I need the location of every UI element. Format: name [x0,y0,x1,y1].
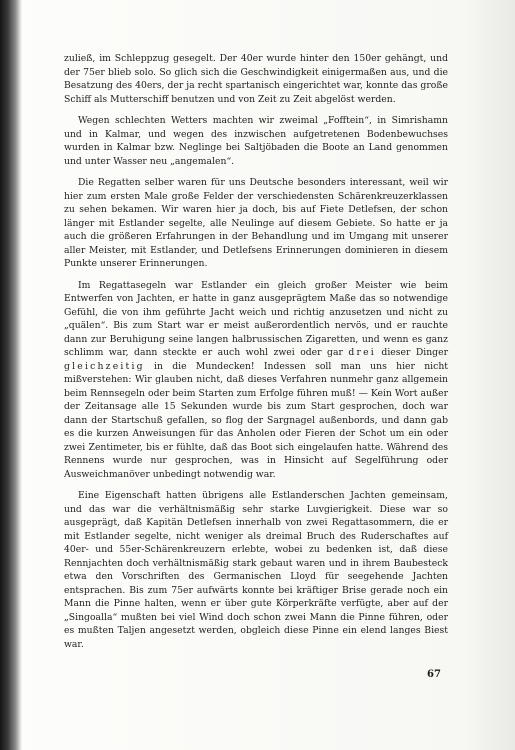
body-paragraph [64,489,448,651]
body-paragraph [64,114,448,168]
spaced-emphasis-text: gleichzeitig [64,360,145,372]
page-text-body [64,52,448,659]
paragraph-text: zuließ, im Schleppzug gesegelt. Der 40er wurde hinter den 150er gehängt, und der 75er blieb solo. So glich sich die Geschwindigkeit einigermaßen aus, und die Besatzung des 40ers, der ja recht spartanisch eingerichtet war, konnte das große Schiff als Mutterschiff benutzen und von Zeit zu Zeit abgelöst werden. [64,53,448,105]
paragraph-text: Eine Eigenschaft hatten übrigens alle Estlanderschen Jachten gemeinsam, und das war die verhältnismäßig sehr starke Luvgierigkeit. Diese war so ausgeprägt, daß Kapitän Detlefsen innerhalb von zwei Regattasommern, die er mit Estlander segelte, nicht weniger als dreimal Bruch des Ruderschaftes auf 40er- und 55er-Schärenkreuzern erlebte, wobei zu bedenken ist, daß diese Rennjachten doch verhältnismäßig stark gebaut waren und in ihrem Baubesteck etwa den Vorschriften des Germanischen Lloyd für seegehende Jachten entsprachen. Bis zum 75er aufwärts konnte bei kräftiger Brise gerade noch ein Mann die Pinne halten, wenn er über gute Körperkräfte verfügte, aber auf der „Singoalla“ mußten bei viel Wind doch schon zwei Mann die Pinne führen, oder es mußten Taljen angesetzt werden, obgleich diese Pinne ein elend langes Biest war. [64,490,448,650]
body-paragraph [64,176,448,271]
body-paragraph [64,279,448,482]
book-binding-shadow [0,0,22,750]
paragraph-text: Im Regattasegeln war Estlander ein gleich großer Meister wie beim Entwerfen von Jachten, er hatte in ganz ausgeprägtem Maße das so notwendige Gefühl, die von ihm geführte Jacht weich und richtig anzusetzen und nicht zu „quälen“. Bis zum Start war er meist außerordentlich nervös, und er rauchte dann zur Beruhigung seine langen halbrussischen Zigaretten, und wenn es ganz schlimm war, dann steckte er auch wohl zwei oder gar [64,279,448,358]
paragraph-text: in die Mundecken! Indessen soll man uns hier nicht mißverstehen: Wir glauben nicht, daß dieses Verfahren nunmehr ganz allgemein beim Rennsegeln oder beim Starten zum Erfolge führen muß! — Kein Wort außer der Zeitansage alle 15 Sekunden wurde bis zum Start gesprochen, doch war dann der Startschuß gefallen, so flog der Sargnagel außenbords, und dann gab es die kurzen Anweisungen für das Anholen oder Fieren der Schot um ein oder zwei Zentimeter, bis er fühlte, daß das Boot sich eingelaufen hatte. Während des Rennens wurde nur gesprochen, was in Hinsicht auf Segelführung oder Ausweichmanöver unbedingt notwendig war. [64,360,448,480]
paragraph-text: dieser Dinger [375,347,449,358]
page-number: 67 [427,669,441,680]
spaced-emphasis-text: drei [348,347,376,358]
paragraph-text: Die Regatten selber waren für uns Deutsche besonders interessant, weil wir hier zum ersten Male große Felder der verschiedensten Schärenkreuzerklassen zu sehen bekamen. Wir waren hier ja doch, bis auf Fiete Detlefsen, der schon länger mit Estlander segelte, alle Neulinge auf diesem Gebiete. So hatte er ja auch die größeren Erfahrungen in der Behandlung und im Umgang mit unserer aller Meister, mit Estlander, und Detlefsens Erinnerungen dominieren in diesem Punkte unserer Erinnerungen. [64,177,448,269]
paragraph-text: Wegen schlechten Wetters machten wir zweimal „Fofftein“, in Simrishamn und in Kalmar, und wegen des inzwischen aufgetretenen Bodenbewuchses wurden in Kalmar bzw. Neglinge bei Saltjöbaden die Boote an Land genommen und unter Wasser neu „angemalen“. [64,115,448,167]
body-paragraph [64,52,448,106]
